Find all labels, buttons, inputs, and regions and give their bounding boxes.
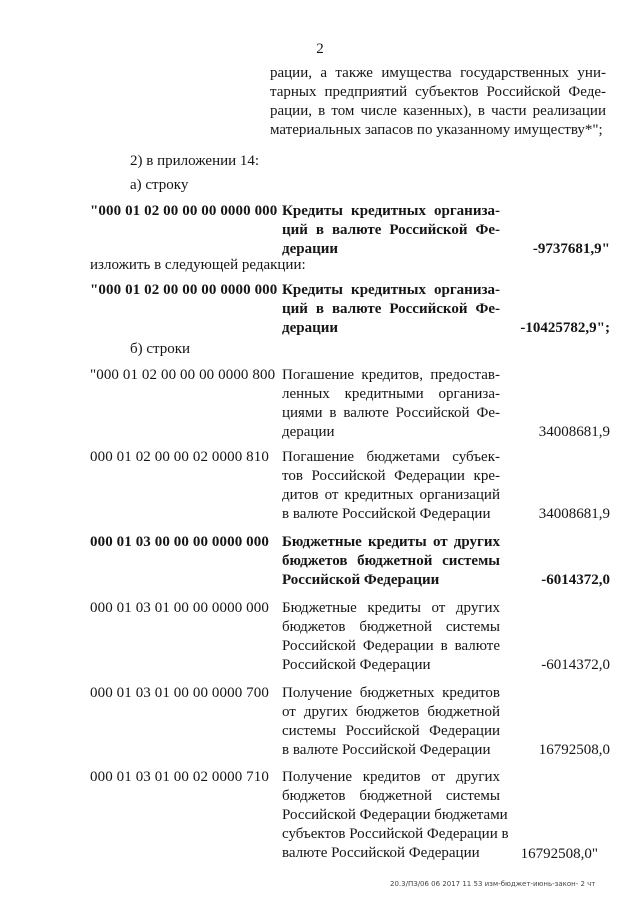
table-row-value: 16792508,0 [538, 742, 610, 758]
intro-line: рации, а также имущества государственных уни- [270, 65, 606, 81]
desc-line: Бюджетные кредиты от других [282, 600, 500, 616]
desc-line: Российской Федерации [282, 572, 440, 588]
table-row-code: 000 01 03 01 00 00 0000 000 [90, 600, 269, 616]
table-row-value: -6014372,0 [541, 657, 610, 673]
desc-line: валюте Российской Федерации [282, 845, 480, 861]
page-number: 2 [316, 41, 324, 57]
item-a-heading: а) строку [130, 177, 189, 193]
table-row-value: -6014372,0 [541, 572, 610, 588]
desc-line: дерации [282, 320, 339, 336]
desc-line: Российской Федерации в валюте [282, 638, 500, 654]
desc-line: бюджетов бюджетной системы [282, 788, 500, 804]
desc-line: Погашение бюджетами субъек- [282, 449, 500, 465]
table-row-description [282, 448, 500, 524]
desc-line: Кредиты кредитных организа- [282, 282, 500, 298]
desc-line: в валюте Российской Федерации [282, 742, 491, 758]
row2-value: -10425782,9"; [520, 320, 610, 336]
replace-instruction: изложить в следующей редакции: [90, 257, 306, 273]
desc-line: Кредиты кредитных организа- [282, 203, 500, 219]
desc-line: Российской Федерации [282, 657, 431, 673]
desc-line: Бюджетные кредиты от других [282, 534, 500, 550]
desc-line: системы Российской Федерации [282, 723, 500, 739]
row1-value: -9737681,9" [532, 241, 610, 257]
intro-line: тарных предприятий субъектов Российской Феде- [270, 84, 606, 100]
desc-line: ций в валюте Российской Фе- [282, 301, 500, 317]
row1-code: "000 01 02 00 00 00 0000 000 [90, 203, 278, 219]
intro-line: рации, в том числе казенных), в части реализации [270, 103, 606, 119]
desc-line: тов Российской Федерации кре- [282, 468, 500, 484]
item-2-heading: 2) в приложении 14: [130, 153, 260, 169]
table-row-value: 34008681,9 [538, 424, 610, 440]
table-row-description [282, 366, 500, 442]
table-row-description [282, 768, 509, 863]
desc-line: Российской Федерации бюджетами [282, 807, 508, 823]
table-row-code: "000 01 02 00 00 00 0000 800 [90, 367, 276, 383]
desc-line: субъектов Российской Федерации в [282, 826, 509, 842]
desc-line: Погашение кредитов, предостав- [282, 367, 500, 383]
table-row-description [282, 684, 500, 760]
desc-line: Получение кредитов от других [282, 769, 500, 785]
desc-line: дитов от кредитных организаций [282, 487, 500, 503]
item-b-heading: б) строки [130, 341, 191, 357]
table-row-value: 16792508,0" [520, 846, 598, 862]
table-row-code: 000 01 03 01 00 00 0000 700 [90, 685, 269, 701]
desc-line: в валюте Российской Федерации [282, 506, 491, 522]
desc-line: Получение бюджетных кредитов [282, 685, 500, 701]
table-row-code: 000 01 03 01 00 02 0000 710 [90, 769, 269, 785]
desc-line: ленных кредитными организа- [282, 386, 500, 402]
row2-description [282, 281, 500, 338]
desc-line: бюджетов бюджетной системы [282, 553, 500, 569]
intro-paragraph [270, 64, 606, 140]
row1-description [282, 202, 500, 259]
row2-code: "000 01 02 00 00 00 0000 000 [90, 282, 278, 298]
document-footer: 20.3/ПЗ/06 06 2017 11 53 изм-бюджет-июнь-закон- 2 чт [390, 880, 596, 888]
table-row-value: 34008681,9 [538, 506, 610, 522]
desc-line: бюджетов бюджетной системы [282, 619, 500, 635]
desc-line: циями в валюте Российской Фе- [282, 405, 500, 421]
table-row-code: 000 01 03 00 00 00 0000 000 [90, 534, 269, 550]
table-row-description [282, 599, 500, 675]
desc-line: дерации [282, 424, 335, 440]
intro-line: материальных запасов по указанному имуществу*"; [270, 122, 603, 138]
desc-line: от других бюджетов бюджетной [282, 704, 500, 720]
desc-line: дерации [282, 241, 339, 257]
table-row-code: 000 01 02 00 00 02 0000 810 [90, 449, 269, 465]
desc-line: ций в валюте Российской Фе- [282, 222, 500, 238]
table-row-description [282, 533, 500, 590]
